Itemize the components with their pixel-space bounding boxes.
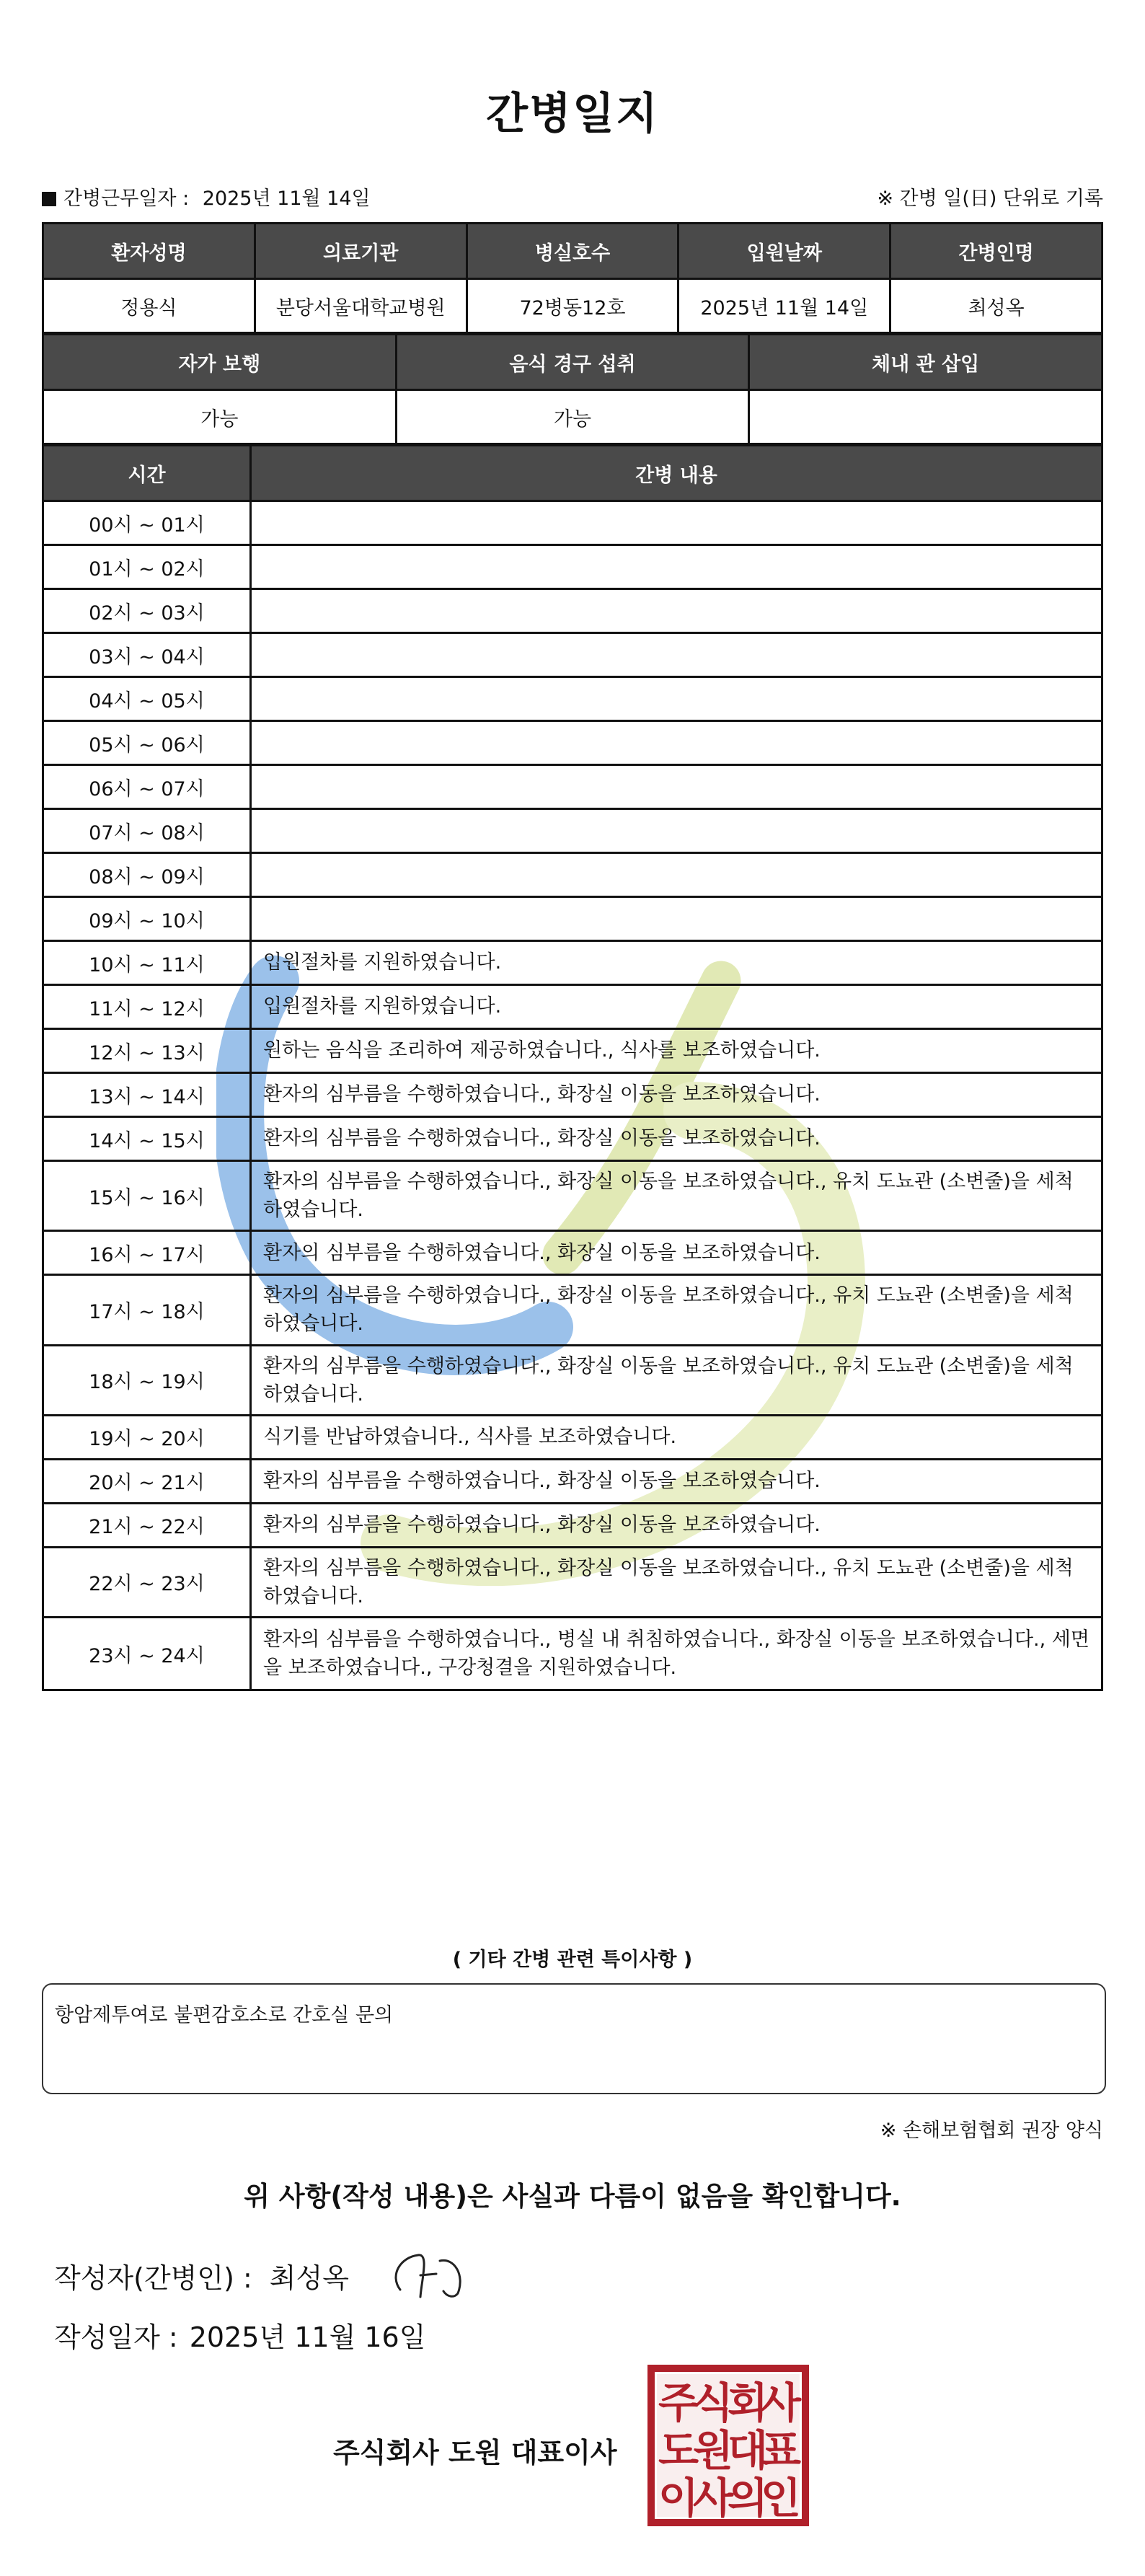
care-log-content <box>251 897 1102 941</box>
writer-line <box>54 2256 349 2295</box>
header-tube-insertion: 체내 관 삽입 <box>749 335 1102 390</box>
care-log-row <box>43 1161 1102 1231</box>
care-log-row <box>43 1275 1102 1345</box>
notes-box <box>42 1983 1106 2094</box>
care-log-row <box>43 1231 1102 1275</box>
header-caregiver: 간병인명 <box>890 224 1102 279</box>
care-log-content: 입원절차를 지원하였습니다. <box>251 985 1102 1029</box>
page-title: 간병일지 <box>486 89 659 139</box>
care-log-row <box>43 985 1102 1029</box>
status-header-row <box>43 335 1102 390</box>
care-log-content: 환자의 심부름을 수행하였습니다., 화장실 이동을 보조하였습니다. <box>251 1231 1102 1275</box>
header-time: 시간 <box>43 446 251 501</box>
care-log-content: 원하는 음식을 조리하여 제공하였습니다., 식사를 보조하였습니다. <box>251 1029 1102 1073</box>
care-log-time: 01시 ~ 02시 <box>43 545 251 589</box>
care-log-row <box>43 1345 1102 1415</box>
care-log-content <box>251 809 1102 853</box>
care-log-row <box>43 633 1102 677</box>
svg-text:인: 인 <box>760 2474 802 2523</box>
svg-text:의: 의 <box>727 2474 769 2523</box>
notes-title: ( 기타 간병 관련 특이사항 ) <box>452 1949 693 1971</box>
care-log-time: 16시 ~ 17시 <box>43 1231 251 1275</box>
confirmation-statement: 위 사항(작성 내용)은 사실과 다름이 없음을 확인합니다. <box>244 2181 901 2212</box>
header-hospital: 의료기관 <box>255 224 467 279</box>
writer-label: 작성자(간병인) : <box>54 2262 252 2294</box>
care-log-row <box>43 721 1102 765</box>
notes-text: 항암제투여로 불편감호소로 간호실 문의 <box>55 2004 394 2026</box>
care-log-content: 환자의 심부름을 수행하였습니다., 화장실 이동을 보조하였습니다., 유치 도뇨관 (소변줄)을 세척하였습니다. <box>251 1161 1102 1231</box>
care-log-content <box>251 853 1102 897</box>
header-patient-name: 환자성명 <box>43 224 255 279</box>
care-log-content <box>251 633 1102 677</box>
care-log-content: 환자의 심부름을 수행하였습니다., 화장실 이동을 보조하였습니다. <box>251 1503 1102 1547</box>
care-log-time: 09시 ~ 10시 <box>43 897 251 941</box>
svg-text:이: 이 <box>658 2474 699 2523</box>
care-log-content: 환자의 심부름을 수행하였습니다., 화장실 이동을 보조하였습니다., 유치 도뇨관 (소변줄)을 세척하였습니다. <box>251 1275 1102 1345</box>
patient-info-header-row <box>43 224 1102 279</box>
writer-name: 최성옥 <box>269 2262 349 2294</box>
hospital-name: 분당서울대학교병원 <box>255 279 467 333</box>
header-self-walking: 자가 보행 <box>43 335 397 390</box>
care-log-row <box>43 1029 1102 1073</box>
care-log-time: 12시 ~ 13시 <box>43 1029 251 1073</box>
care-log-time: 05시 ~ 06시 <box>43 721 251 765</box>
patient-status-table <box>42 333 1103 445</box>
care-log-time: 18시 ~ 19시 <box>43 1345 251 1415</box>
care-log-time: 00시 ~ 01시 <box>43 501 251 545</box>
care-log-content: 입원절차를 지원하였습니다. <box>251 941 1102 985</box>
svg-text:사: 사 <box>760 2378 802 2427</box>
patient-name: 정용식 <box>43 279 255 333</box>
care-log-time: 04시 ~ 05시 <box>43 677 251 721</box>
care-log-content <box>251 765 1102 809</box>
care-log-time: 19시 ~ 20시 <box>43 1415 251 1459</box>
care-log-content: 식기를 반납하였습니다., 식사를 보조하였습니다. <box>251 1415 1102 1459</box>
care-log-time: 13시 ~ 14시 <box>43 1073 251 1117</box>
care-log-content: 환자의 심부름을 수행하였습니다., 화장실 이동을 보조하였습니다. <box>251 1459 1102 1503</box>
care-log-time: 02시 ~ 03시 <box>43 589 251 633</box>
care-log-content <box>251 501 1102 545</box>
care-log-row <box>43 1459 1102 1503</box>
svg-text:도: 도 <box>658 2426 699 2475</box>
care-log-row <box>43 1503 1102 1547</box>
care-log-row <box>43 897 1102 941</box>
care-log-time: 03시 ~ 04시 <box>43 633 251 677</box>
care-log-content <box>251 545 1102 589</box>
care-log-time: 15시 ~ 16시 <box>43 1161 251 1231</box>
care-log-row <box>43 853 1102 897</box>
care-log-time: 11시 ~ 12시 <box>43 985 251 1029</box>
tube-insertion-value <box>749 390 1102 444</box>
care-log-row <box>43 677 1102 721</box>
care-log-row <box>43 1415 1102 1459</box>
care-log-content <box>251 677 1102 721</box>
company-representative: 주식회사 도원 대표이사 <box>333 2437 617 2469</box>
care-log-table <box>42 444 1103 1691</box>
svg-text:사: 사 <box>692 2474 734 2523</box>
patient-info-value-row <box>43 279 1102 333</box>
svg-text:원: 원 <box>692 2426 734 2475</box>
svg-text:식: 식 <box>692 2378 734 2427</box>
care-log-row <box>43 1117 1102 1161</box>
care-log-content <box>251 589 1102 633</box>
svg-text:대: 대 <box>727 2426 769 2475</box>
header-admission-date: 입원날짜 <box>678 224 890 279</box>
header-care-content: 간병 내용 <box>251 446 1102 501</box>
work-date-label: 간병근무일자 : <box>63 188 190 210</box>
care-log-time: 06시 ~ 07시 <box>43 765 251 809</box>
work-date-value: 2025년 11월 14일 <box>202 188 371 210</box>
room-number: 72병동12호 <box>467 279 678 333</box>
care-log-time: 08시 ~ 09시 <box>43 853 251 897</box>
svg-text:회: 회 <box>727 2378 769 2427</box>
svg-text:주: 주 <box>658 2378 699 2427</box>
care-log-row <box>43 1547 1102 1617</box>
care-log-row <box>43 809 1102 853</box>
care-log-header-row <box>43 446 1102 501</box>
care-log-content: 환자의 심부름을 수행하였습니다., 화장실 이동을 보조하였습니다. <box>251 1073 1102 1117</box>
status-value-row <box>43 390 1102 444</box>
care-log-content: 환자의 심부름을 수행하였습니다., 화장실 이동을 보조하였습니다., 유치 도뇨관 (소변줄)을 세척하였습니다. <box>251 1547 1102 1617</box>
header-oral-intake: 음식 경구 섭취 <box>396 335 749 390</box>
admission-date: 2025년 11월 14일 <box>678 279 890 333</box>
unit-note: ※ 간병 일(日) 단위로 기록 <box>877 188 1103 210</box>
care-log-row <box>43 501 1102 545</box>
caregiver-name: 최성옥 <box>890 279 1102 333</box>
self-walking-value: 가능 <box>43 390 397 444</box>
care-log-row <box>43 545 1102 589</box>
form-footnote: ※ 손해보험협회 권장 양식 <box>880 2120 1103 2142</box>
care-log-row <box>43 1618 1102 1690</box>
header-room: 병실호수 <box>467 224 678 279</box>
care-log-row <box>43 765 1102 809</box>
care-log-time: 07시 ~ 08시 <box>43 809 251 853</box>
company-seal-stamp <box>647 2364 810 2527</box>
care-log-time: 10시 ~ 11시 <box>43 941 251 985</box>
square-bullet-icon <box>42 192 56 206</box>
care-log-row <box>43 589 1102 633</box>
care-log-time: 14시 ~ 15시 <box>43 1117 251 1161</box>
care-log-content: 환자의 심부름을 수행하였습니다., 병실 내 취침하였습니다., 화장실 이동을 보조하였습니다., 세면을 보조하였습니다., 구강청결을 지원하였습니다. <box>251 1618 1102 1690</box>
handwritten-signature <box>386 2246 472 2304</box>
oral-intake-value: 가능 <box>396 390 749 444</box>
care-log-row <box>43 941 1102 985</box>
written-date-value: 2025년 11월 16일 <box>189 2321 426 2353</box>
patient-info-table <box>42 222 1103 334</box>
svg-text:표: 표 <box>760 2426 802 2475</box>
care-log-body <box>43 501 1102 1690</box>
written-date-line <box>54 2315 425 2355</box>
work-date-line <box>42 182 371 211</box>
care-log-time: 17시 ~ 18시 <box>43 1275 251 1345</box>
care-log-time: 20시 ~ 21시 <box>43 1459 251 1503</box>
care-log-time: 22시 ~ 23시 <box>43 1547 251 1617</box>
written-date-label: 작성일자 : <box>54 2321 178 2353</box>
care-log-row <box>43 1073 1102 1117</box>
care-log-time: 21시 ~ 22시 <box>43 1503 251 1547</box>
care-log-content <box>251 721 1102 765</box>
care-log-content: 환자의 심부름을 수행하였습니다., 화장실 이동을 보조하였습니다. <box>251 1117 1102 1161</box>
care-log-time: 23시 ~ 24시 <box>43 1618 251 1690</box>
care-log-content: 환자의 심부름을 수행하였습니다., 화장실 이동을 보조하였습니다., 유치 도뇨관 (소변줄)을 세척하였습니다. <box>251 1345 1102 1415</box>
